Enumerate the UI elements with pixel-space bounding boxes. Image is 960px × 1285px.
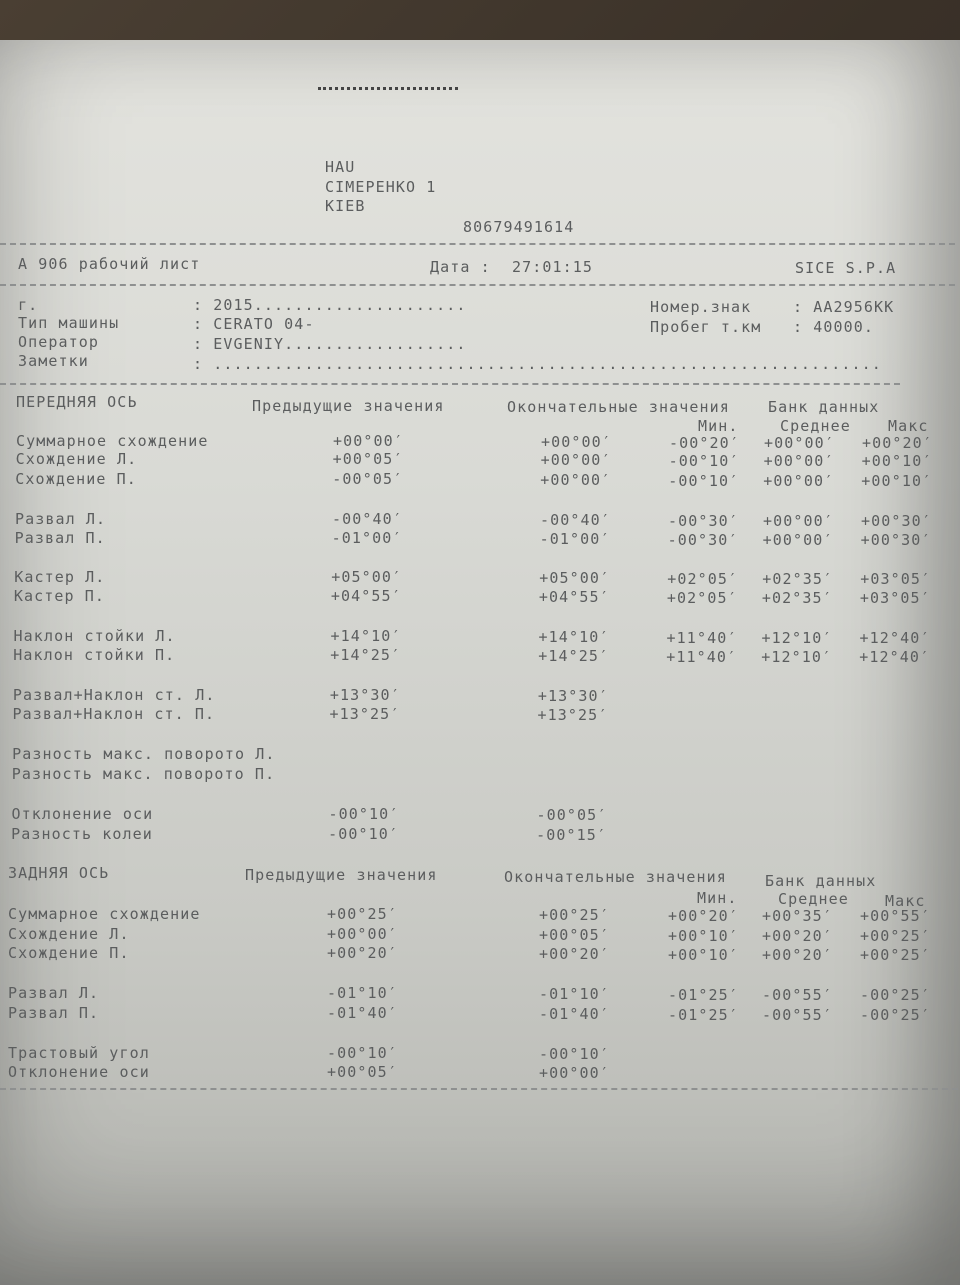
rear-row-3-label: Развал Л. [8, 984, 100, 1002]
front-row-3-label: Развал Л. [14, 510, 107, 528]
front-row-3-final: -00°40′ [539, 511, 611, 529]
rear-col-max: Макс [885, 892, 926, 910]
operator-value: : EVGENIY.................. [193, 335, 467, 353]
front-row-2-label: Схождение П. [15, 470, 137, 488]
rear-row-0-min: +00°20′ [668, 907, 739, 925]
front-col-prev: Предыдущие значения [252, 397, 445, 415]
front-row-6-max: +03°05′ [859, 589, 931, 607]
front-row-0-min: -00°20′ [669, 434, 740, 452]
rear-row-0-label: Суммарное схождение [8, 905, 201, 923]
front-row-8-label: Наклон стойки П. [13, 646, 176, 664]
front-axle-title: ПЕРЕДНЯЯ ОСЬ [16, 393, 138, 411]
rear-row-3-prev: -01°10′ [327, 984, 398, 1002]
front-row-14-label: Разность колеи [11, 825, 153, 843]
front-row-4-label: Развал П. [14, 529, 106, 547]
front-row-8-prev: +14°25′ [330, 646, 402, 664]
rear-row-4-min: -01°25′ [668, 1006, 739, 1024]
header-phone: 80679491614 [463, 218, 575, 236]
front-row-7-label: Наклон стойки Л. [13, 627, 176, 645]
front-row-1-avg: +00°00′ [763, 452, 835, 470]
company-name: SICE S.P.A [795, 259, 897, 277]
rear-row-6-final: +00°00′ [539, 1064, 610, 1082]
front-row-4-max: +00°30′ [860, 531, 932, 549]
type-value: : CERATO 04- [193, 315, 315, 333]
front-row-7-prev: +14°10′ [330, 627, 402, 645]
rear-row-4-prev: -01°40′ [327, 1004, 398, 1022]
front-row-8-max: +12°40′ [859, 648, 931, 666]
operator-label: Оператор [18, 333, 100, 351]
rear-row-1-avg: +00°20′ [762, 927, 833, 945]
front-col-max: Макс [888, 417, 929, 435]
front-col-min: Мин. [698, 417, 739, 435]
rear-row-2-min: +00°10′ [668, 946, 739, 964]
rear-row-2-final: +00°20′ [539, 945, 610, 963]
rear-row-2-max: +00°25′ [860, 946, 931, 964]
rear-row-1-min: +00°10′ [668, 927, 739, 945]
front-row-1-prev: +00°05′ [332, 450, 404, 468]
front-row-7-max: +12°40′ [859, 629, 931, 647]
front-row-9-prev: +13°30′ [329, 686, 401, 704]
front-row-6-prev: +04°55′ [330, 587, 402, 605]
rear-row-3-final: -01°10′ [539, 985, 610, 1003]
plate-label: Номер.знак [650, 298, 752, 316]
rear-row-5-final: -00°10′ [539, 1045, 610, 1063]
front-row-8-final: +14°25′ [538, 647, 610, 665]
front-row-9-label: Развал+Наклон ст. Л. [12, 686, 216, 704]
rear-row-0-max: +00°55′ [860, 907, 931, 925]
front-row-7-min: +11°40′ [666, 629, 738, 647]
front-row-0-avg: +00°00′ [764, 434, 835, 452]
header-line-3: KIEB [325, 197, 366, 215]
front-row-7-avg: +12°10′ [761, 629, 833, 647]
rear-row-2-label: Схождение П. [8, 944, 130, 962]
front-row-1-max: +00°10′ [861, 452, 933, 470]
rear-col-final: Окончательные значения [504, 868, 727, 886]
front-col-final: Окончательные значения [507, 398, 730, 416]
front-row-14-prev: -00°10′ [328, 825, 400, 843]
front-row-3-min: -00°30′ [667, 512, 739, 530]
front-row-3-max: +00°30′ [860, 512, 932, 530]
rear-row-3-max: -00°25′ [860, 986, 931, 1004]
front-row-1-final: +00°00′ [540, 451, 612, 469]
header-line-2: CIMEPEHKO 1 [325, 178, 437, 196]
front-row-10-final: +13°25′ [537, 706, 609, 724]
front-row-2-prev: -00°05′ [332, 470, 404, 488]
front-row-13-final: -00°05′ [536, 806, 608, 824]
rear-row-4-label: Развал П. [8, 1004, 100, 1022]
rear-row-0-final: +00°25′ [539, 906, 610, 924]
rear-row-1-final: +00°05′ [539, 926, 610, 944]
front-row-5-final: +05°00′ [539, 569, 611, 587]
front-row-2-final: +00°00′ [540, 471, 612, 489]
front-row-3-avg: +00°00′ [762, 512, 834, 530]
rear-row-4-avg: -00°55′ [762, 1006, 833, 1024]
rear-row-6-prev: +00°05′ [327, 1063, 398, 1081]
front-row-0-prev: +00°00′ [333, 432, 404, 450]
front-row-1-label: Схождение Л. [15, 450, 138, 468]
front-row-6-avg: +02°35′ [761, 589, 833, 607]
front-row-12-label: Разность макс. поворото П. [11, 765, 276, 783]
divider-bottom [0, 1088, 958, 1090]
rear-col-prev: Предыдущие значения [245, 866, 438, 884]
front-row-4-final: -01°00′ [539, 530, 611, 548]
divider-3 [0, 383, 900, 385]
front-row-1-min: -00°10′ [668, 452, 740, 470]
rear-row-5-label: Трастовый угол [8, 1044, 150, 1062]
front-col-avg: Среднее [780, 417, 851, 435]
front-row-5-prev: +05°00′ [331, 568, 403, 586]
front-row-2-avg: +00°00′ [763, 472, 835, 490]
front-row-6-label: Кастер П. [13, 587, 106, 605]
front-col-db: Банк данных [768, 398, 880, 416]
type-label: Тип машины [18, 314, 120, 332]
front-row-13-label: Отклонение оси [11, 805, 154, 823]
date-label: Дата : [430, 258, 491, 276]
rear-row-1-max: +00°25′ [860, 927, 931, 945]
rear-axle-title: ЗАДНЯЯ ОСЬ [8, 864, 110, 882]
year-value: : 2015..................... [193, 296, 467, 314]
rear-row-3-avg: -00°55′ [762, 986, 833, 1004]
front-row-2-min: -00°10′ [668, 472, 740, 490]
notes-value: : .................................................................. [193, 355, 882, 373]
front-row-7-final: +14°10′ [538, 628, 610, 646]
front-row-6-min: +02°05′ [666, 589, 738, 607]
rear-row-3-min: -01°25′ [668, 986, 739, 1004]
date-value: 27:01:15 [512, 258, 594, 276]
print-head-marks [318, 87, 458, 90]
rear-row-4-max: -00°25′ [860, 1006, 931, 1024]
rear-row-2-avg: +00°20′ [762, 946, 833, 964]
rear-col-db: Банк данных [765, 872, 877, 890]
divider-1 [0, 243, 955, 245]
front-row-10-label: Развал+Наклон ст. П. [12, 705, 216, 723]
mileage-value: : 40000. [793, 318, 875, 336]
front-row-8-min: +11°40′ [666, 648, 738, 666]
front-row-10-prev: +13°25′ [329, 705, 401, 723]
front-row-4-min: -00°30′ [667, 531, 739, 549]
rear-row-1-prev: +00°00′ [327, 925, 398, 943]
rear-row-1-label: Схождение Л. [8, 925, 130, 943]
front-row-8-avg: +12°10′ [761, 648, 833, 666]
front-row-5-label: Кастер Л. [14, 568, 106, 586]
worksheet-title: A 906 рабочий лист [18, 255, 201, 273]
front-row-2-max: +00°10′ [861, 472, 933, 490]
rear-col-min: Мин. [697, 889, 738, 907]
front-row-11-label: Разность макс. поворото Л. [12, 745, 276, 763]
front-row-14-final: -00°15′ [536, 826, 608, 844]
plate-value: : AA2956KK [793, 298, 895, 316]
front-row-0-max: +00°20′ [862, 434, 933, 452]
front-row-0-label: Суммарное схождение [16, 432, 209, 450]
rear-row-2-prev: +00°20′ [327, 944, 398, 962]
rear-row-4-final: -01°40′ [539, 1005, 610, 1023]
header-line-1: HAU [325, 158, 356, 176]
front-row-3-prev: -00°40′ [331, 510, 403, 528]
front-row-6-final: +04°55′ [538, 588, 610, 606]
year-label: г. [18, 296, 39, 314]
rear-row-6-label: Отклонение оси [8, 1063, 150, 1081]
front-row-5-avg: +02°35′ [762, 570, 834, 588]
front-row-9-final: +13°30′ [537, 687, 609, 705]
front-row-0-final: +00°00′ [541, 433, 612, 451]
rear-col-avg: Среднее [778, 890, 849, 908]
front-row-4-avg: +00°00′ [762, 531, 834, 549]
rear-row-0-prev: +00°25′ [327, 905, 398, 923]
front-row-13-prev: -00°10′ [328, 805, 400, 823]
rear-row-5-prev: -00°10′ [327, 1044, 398, 1062]
front-row-4-prev: -01°00′ [331, 529, 403, 547]
front-row-5-max: +03°05′ [860, 570, 932, 588]
rear-row-0-avg: +00°35′ [762, 907, 833, 925]
notes-label: Заметки [18, 352, 89, 370]
mileage-label: Пробег т.км [650, 318, 762, 336]
front-row-5-min: +02°05′ [667, 570, 739, 588]
divider-2 [0, 284, 955, 286]
